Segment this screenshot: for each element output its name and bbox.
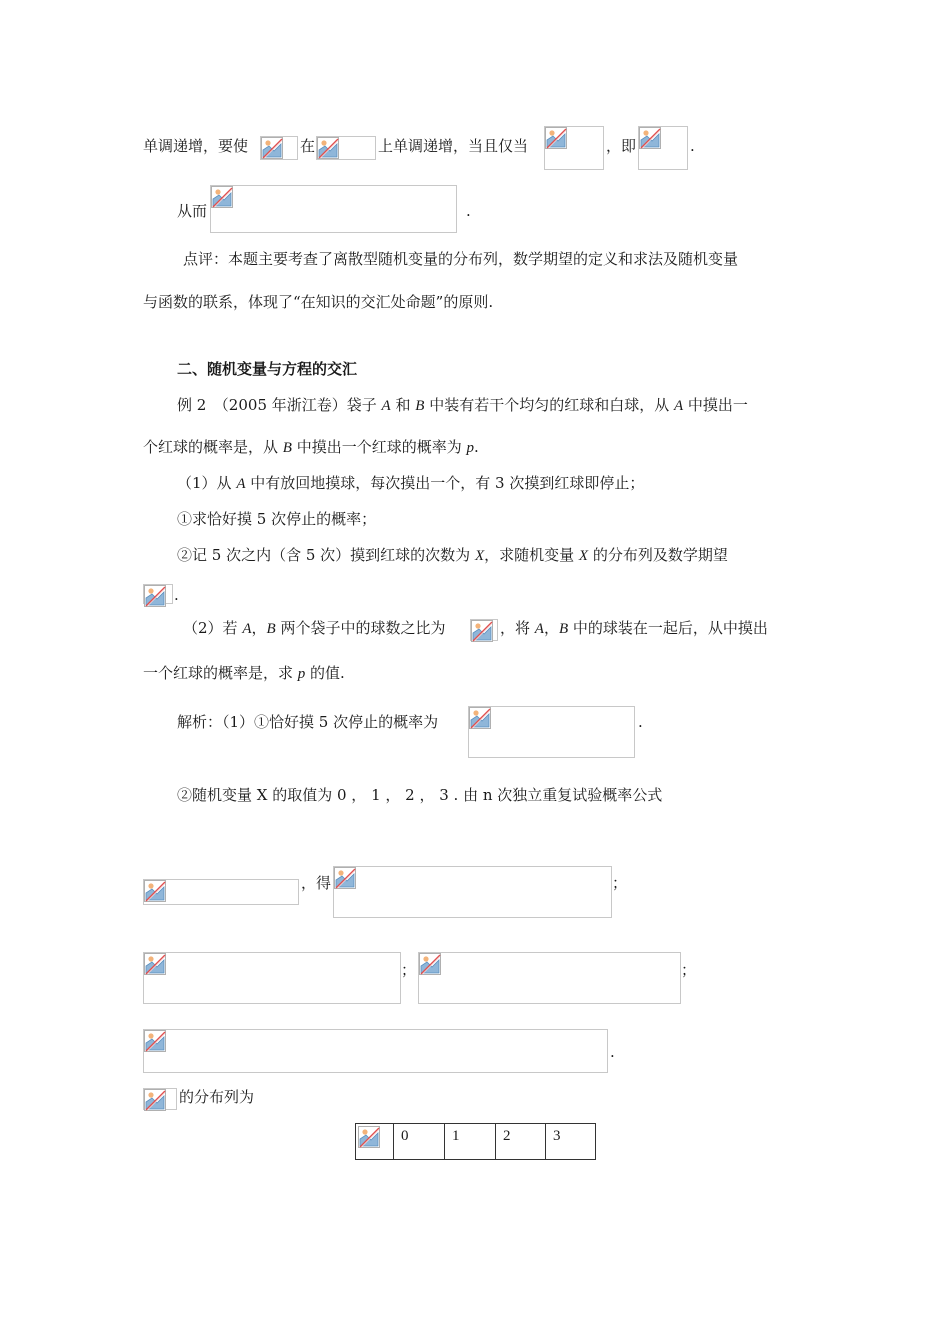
example-line-2: 个红球的概率是，从 B 中摸出一个红球的概率为 p.	[143, 438, 479, 456]
comment-line-1: 点评：本题主要考查了离散型随机变量的分布列，数学期望的定义和求法及随机变量	[183, 250, 739, 268]
formula-image	[143, 1029, 608, 1073]
example-line-1: 例 2 （2005 年浙江卷）袋子 A 和 B 中装有若干个均匀的红球和白球，从 A 中摸出一	[177, 396, 748, 414]
comment-line-2: 与函数的联系，体现了“在知识的交汇处命题”的原则.	[143, 293, 494, 311]
formula-image	[544, 126, 604, 170]
broken-image-icon	[144, 880, 166, 902]
formula-image	[470, 619, 498, 641]
table-row	[356, 1124, 596, 1160]
formula-image	[468, 706, 635, 758]
formula-image	[260, 136, 298, 160]
text-line-2a: 从而	[177, 202, 208, 220]
text-line-1d: ，即	[606, 137, 637, 155]
text-comma-de: ，得	[301, 874, 332, 892]
formula-image	[210, 185, 457, 233]
question-1-i: ①求恰好摸 5 次停止的概率；	[177, 510, 377, 528]
broken-image-icon	[144, 1030, 166, 1052]
text-semicolon: ；	[681, 961, 697, 979]
distribution-table	[355, 1123, 596, 1160]
question-2-cont: ，将 A，B 中的球装在一起后，从中摸出	[500, 619, 768, 637]
formula-image	[418, 952, 681, 1004]
table-cell: 3	[546, 1124, 596, 1160]
broken-image-icon	[639, 127, 661, 149]
formula-image	[143, 1088, 177, 1110]
broken-image-icon	[471, 620, 493, 642]
broken-image-icon	[469, 707, 491, 729]
text-semicolon: ；	[612, 874, 628, 892]
table-cell: 2	[496, 1124, 546, 1160]
broken-image-icon	[358, 1126, 380, 1148]
distribution-label: 的分布列为	[179, 1088, 255, 1106]
broken-image-icon	[317, 137, 339, 159]
formula-image	[333, 866, 612, 918]
table-cell: 0	[394, 1124, 445, 1160]
broken-image-icon	[144, 1089, 166, 1111]
broken-image-icon	[144, 953, 166, 975]
text-period: .	[638, 713, 643, 731]
table-cell: 1	[445, 1124, 496, 1160]
broken-image-icon	[144, 585, 166, 607]
formula-image	[316, 136, 376, 160]
section-heading: 二、随机变量与方程的交汇	[177, 360, 358, 378]
text-line-1c: 上单调递增，当且仅当	[378, 137, 529, 155]
broken-image-icon	[545, 127, 567, 149]
text-line-2b: .	[466, 202, 471, 220]
table-cell-x	[356, 1124, 394, 1160]
broken-image-icon	[419, 953, 441, 975]
broken-image-icon	[334, 867, 356, 889]
text-line-1b: 在	[300, 137, 316, 155]
formula-image	[143, 879, 299, 905]
broken-image-icon	[211, 186, 233, 208]
solution-line-2: ②随机变量 X 的取值为 0 ， 1 ， 2 ， 3 . 由 n 次独立重复试验概率公式	[177, 786, 663, 804]
formula-image	[143, 584, 173, 604]
formula-image	[143, 952, 401, 1004]
question-2: （2）若 A，B 两个袋子中的球数之比为	[183, 619, 446, 637]
text-period: .	[610, 1043, 615, 1061]
question-1-ii: ②记 5 次之内（含 5 次）摸到红球的次数为 X，求随机变量 X 的分布列及数学期望	[177, 546, 728, 564]
question-1: （1）从 A 中有放回地摸球，每次摸出一个，有 3 次摸到红球即停止；	[177, 474, 645, 492]
text-line-1a: 单调递增，要使	[143, 137, 249, 155]
solution-line-1: 解析：（1）①恰好摸 5 次停止的概率为	[177, 713, 439, 731]
text-line-1e: .	[690, 137, 695, 155]
text-semicolon: ；	[401, 961, 417, 979]
broken-image-icon	[261, 137, 283, 159]
formula-image	[638, 126, 688, 170]
text-period: .	[174, 586, 179, 604]
question-2-line-2: 一个红球的概率是，求 p 的值.	[143, 664, 345, 682]
